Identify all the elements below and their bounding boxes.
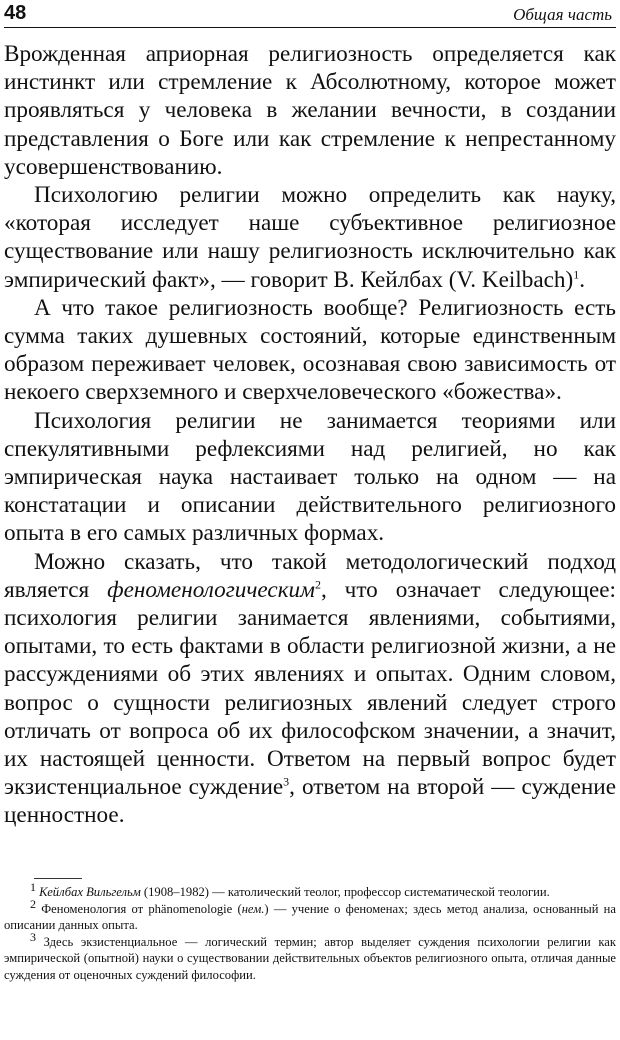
paragraph-1 — [4, 40, 616, 181]
paragraph-text: А что такое религиозность вообще? Религиозность есть сумма таких душевных состояний, которые единственным образом переживает человек, осознавая свою зависимость от некоего сверхземного и сверхчеловеческого «божества». — [4, 294, 616, 406]
footnote-text-tail: ) — учение о феноменах; здесь метод анализа, основанный на описании данных опыта. — [4, 901, 616, 933]
paragraph-text-tail: . — [579, 266, 586, 293]
footnote-ref-2: 2 — [314, 577, 321, 592]
footnote-mark: 1 — [30, 879, 36, 894]
paragraph-5 — [4, 548, 616, 830]
paragraph-4 — [4, 407, 616, 548]
running-head: Общая часть — [513, 5, 612, 24]
footnotes — [4, 879, 616, 984]
footnote-ref-1: 1 — [573, 266, 580, 281]
paragraph-text-tail: , ответом на второй — суждение ценностное. — [4, 774, 616, 829]
paragraph-text: Психологию религии можно определить как науку, «которая исследует наше субъективное религиозное существование или нашу религиозность исключительно как эмпирический факт», — говорит В. Кейлбах (V. Keilbach) — [4, 182, 616, 293]
footnote-lang: нем. — [241, 901, 265, 916]
paragraph-2 — [4, 181, 616, 294]
emphasized-term: феноменологическим — [107, 576, 315, 603]
footnote-1 — [4, 879, 616, 901]
paragraph-text-middle: , что означает следующее: психология религии занимается явлениями, событиями, опытами, то есть фактами в области религиозной жизни, а не рассуждениями об этих явлениях и опытах. Одним словом, вопрос о сущности религиозных явлений следует строго отличать от вопроса об их философском значении, а значит, их настоящей ценности. Ответом на первый вопрос будет экзистенциальное суждение — [4, 576, 616, 801]
footnote-name: Кейлбах Вильгельм — [39, 885, 141, 899]
paragraph-text: Психология религии не занимается теориями или спекулятивными рефлексиями над религией, но как эмпирическая наука настаивает только на одном — на констатации и описании действительного религиозного опыта в его самых различных формах. — [4, 407, 616, 547]
footnote-3 — [4, 929, 616, 984]
paragraph-text: Можно сказать, что такой методологический подход является — [4, 548, 616, 603]
main-text — [4, 40, 616, 830]
page-header — [4, 0, 616, 28]
footnote-ref-3: 3 — [283, 774, 290, 789]
paragraph-text: Врожденная априорная религиозность определяется как инстинкт или стремление к Абсолютному, которое может проявляться у человека в желании вечности, в создании представления о Боге или как стремление к непрестанному усовершенствованию. — [4, 41, 616, 180]
page-number: 48 — [4, 2, 27, 24]
footnote-mark: 3 — [30, 929, 36, 944]
footnote-mark: 2 — [30, 896, 36, 911]
footnote-divider — [34, 878, 82, 879]
footnote-text: (1908–1982) — католический теолог, профессор систематической теологии. — [140, 885, 550, 899]
footnote-text: Здесь экзистенциальное — логический термин; автор выделяет суждения психологии религии как эмпирической (опытной) науки о существовании действительных объектов религиозного опыта, отличая данные суждения от оценочных суждений философии. — [4, 934, 616, 982]
footnote-text: Феноменология от phänomenologie ( — [36, 901, 242, 916]
footnote-2 — [4, 896, 616, 934]
paragraph-3 — [4, 294, 616, 407]
